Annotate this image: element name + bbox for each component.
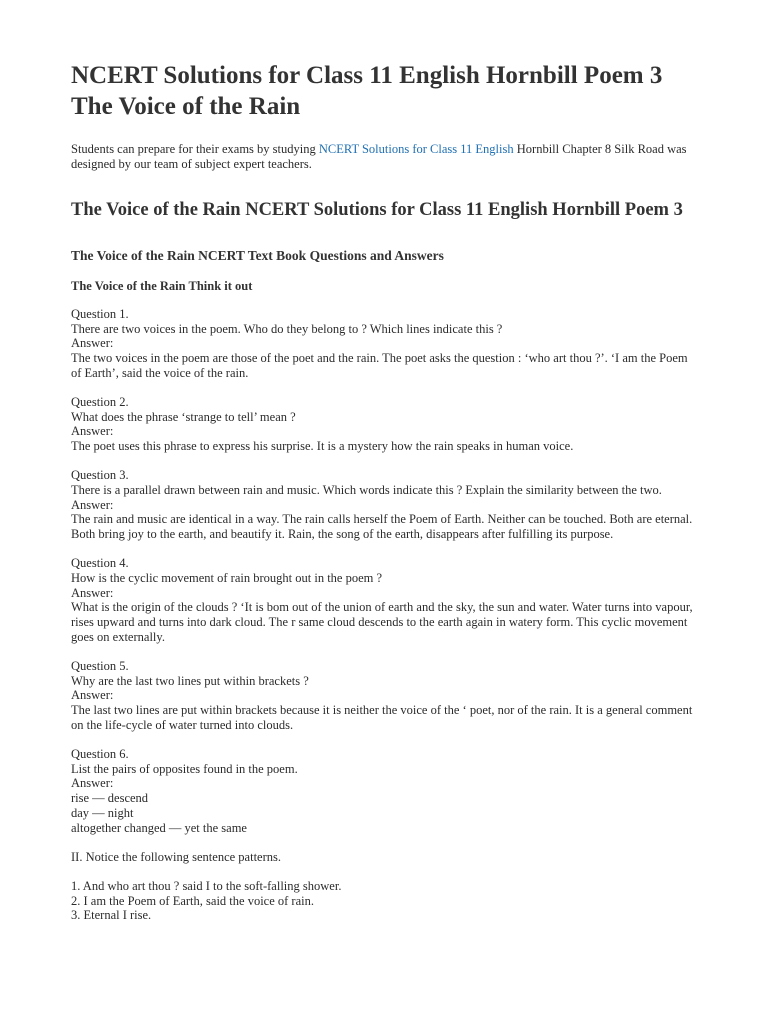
- question-label: Question 1.: [71, 307, 129, 321]
- sentence-pattern: 2. I am the Poem of Earth, said the voice of rain.: [71, 893, 314, 908]
- question-text: List the pairs of opposites found in the poem.: [71, 761, 298, 776]
- question-label: Question 5.: [71, 659, 129, 674]
- question-block-5: [71, 659, 701, 733]
- answer-label: Answer:: [71, 424, 114, 439]
- section-two-heading: II. Notice the following sentence patterns.: [71, 849, 281, 864]
- answer-label: Answer:: [71, 336, 114, 351]
- answer-text: The poet uses this phrase to express his surprise. It is a mystery how the rain speaks in human voice.: [71, 439, 574, 454]
- question-label: Question 6.: [71, 747, 129, 762]
- answer-label: Answer:: [71, 497, 114, 512]
- ncert-solutions-link[interactable]: NCERT Solutions for Class 11 English: [318, 142, 514, 156]
- page-title: NCERT Solutions for Class 11 English Hornbill Poem 3 The Voice of the Rain: [71, 62, 663, 120]
- think-it-out-heading: The Voice of the Rain Think it out: [71, 279, 253, 293]
- section-heading: The Voice of the Rain NCERT Solutions for Class 11 English Hornbill Poem 3: [71, 200, 683, 220]
- question-block-4: [71, 556, 701, 644]
- question-text: There is a parallel drawn between rain and music. Which words indicate this ? Explain the similarity between the two.: [71, 483, 662, 498]
- question-label: Question 4.: [71, 556, 129, 571]
- opposite-pair: altogether changed — yet the same: [71, 820, 247, 835]
- question-text: There are two voices in the poem. Who do they belong to ? Which lines indicate this ?: [71, 321, 503, 336]
- question-label: Question 2.: [71, 395, 129, 410]
- subsection-heading: The Voice of the Rain NCERT Text Book Questions and Answers: [71, 248, 444, 263]
- opposite-pair: rise — descend: [71, 791, 149, 806]
- question-label: Question 3.: [71, 468, 129, 483]
- question-block-6: [71, 747, 701, 835]
- answer-label: Answer:: [71, 688, 114, 703]
- answer-text: The two voices in the poem are those of the poet and the rain. The poet asks the question : ‘who art thou ?’. ‘I am the Poem of Earth’, said the voice of the rain.: [71, 351, 688, 380]
- sentence-pattern: 1. And who art thou ? said I to the soft-falling shower.: [71, 879, 342, 893]
- answer-label: Answer:: [71, 585, 114, 600]
- question-block-1: [71, 307, 701, 381]
- sentence-pattern: 3. Eternal I rise.: [71, 908, 152, 923]
- sentence-patterns: [71, 879, 701, 923]
- answer-text: What is the origin of the clouds ? ‘It is bom out of the union of earth and the sky, the sun and water. Water turns into vapour, rises upward and turns into dark cloud. The r same cloud descends to the earth again in watery form. This cyclic movement goes on externally.: [71, 600, 693, 644]
- intro-paragraph: [71, 142, 701, 172]
- answer-label: Answer:: [71, 776, 114, 791]
- question-block-3: [71, 468, 701, 542]
- article: [71, 60, 701, 923]
- answer-text: The last two lines are put within brackets because it is neither the voice of the ‘ poet, nor of the rain. It is a general comment on the life-cycle of water turned into clouds.: [71, 703, 693, 732]
- question-text: What does the phrase ‘strange to tell’ mean ?: [71, 409, 296, 424]
- question-text: Why are the last two lines put within brackets ?: [71, 673, 309, 688]
- answer-text: The rain and music are identical in a way. The rain calls herself the Poem of Earth. Neither can be touched. Both are eternal. Both bring joy to the earth, and beautify it. Rain, the song of the earth, disappears after fulfilling its purpose.: [71, 512, 693, 542]
- opposite-pair: day — night: [71, 805, 134, 820]
- question-block-2: [71, 395, 701, 454]
- question-text: How is the cyclic movement of rain brought out in the poem ?: [71, 571, 383, 586]
- intro-text-after: Hornbill Chapter 8 Silk Road was designed by our team of subject expert teachers.: [71, 142, 687, 171]
- intro-text-before: Students can prepare for their exams by studying: [71, 142, 319, 156]
